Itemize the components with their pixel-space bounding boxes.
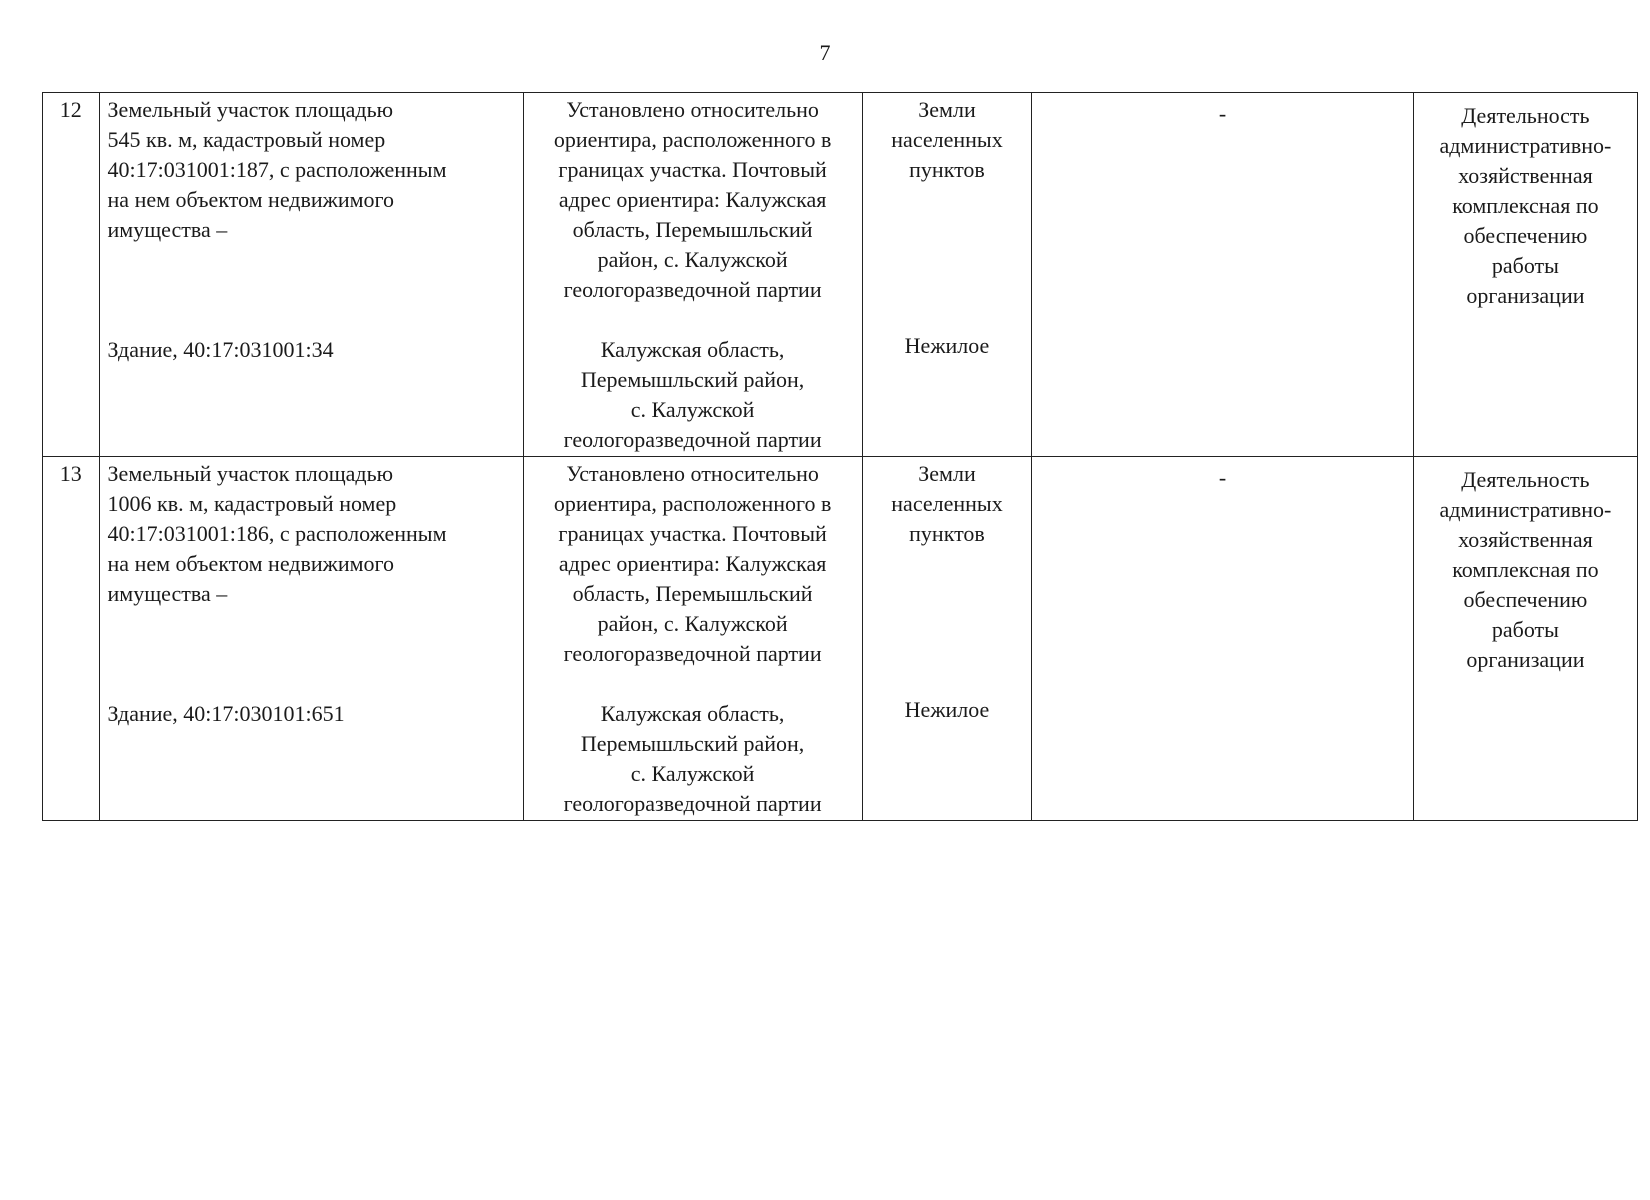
building-description: Здание, 40:17:031001:34 — [107, 337, 334, 362]
encumbrance-cell — [1032, 93, 1414, 457]
category-cell — [862, 93, 1032, 457]
encumbrance-cell — [1032, 457, 1414, 821]
object-description-cell — [99, 457, 523, 821]
building-purpose: Нежилое — [904, 333, 990, 358]
category-cell — [862, 457, 1032, 821]
table-row — [43, 457, 1638, 821]
land-plot-description: Земельный участок площадью 545 кв. м, кадастровый номер 40:17:031001:187, с расположенным на нем объектом недвижимого имущества – — [107, 97, 447, 242]
land-plot-address: Установлено относительно ориентира, расположенного в границах участка. Почтовый адрес ориентира: Калужская область, Перемышльский район, с. Калужской геологоразведочной партии — [553, 461, 832, 666]
page-number: 7 — [819, 40, 831, 65]
row-number: 12 — [59, 97, 82, 122]
address-cell — [523, 93, 862, 457]
row-number-cell — [43, 457, 100, 821]
address-cell — [523, 457, 862, 821]
land-category: Земли населенных пунктов — [891, 461, 1003, 546]
object-description-cell — [99, 93, 523, 457]
encumbrance-value: - — [1218, 101, 1227, 126]
encumbrance-value: - — [1218, 465, 1227, 490]
permitted-use: Деятельность административно- хозяйственная комплексная по обеспечению работы организации — [1439, 467, 1612, 672]
property-table — [42, 92, 1638, 821]
table-row — [43, 93, 1638, 457]
row-number: 13 — [59, 461, 82, 486]
building-description: Здание, 40:17:030101:651 — [107, 701, 345, 726]
permitted-use: Деятельность административно- хозяйственная комплексная по обеспечению работы организации — [1439, 103, 1612, 308]
building-address: Калужская область, Перемышльский район, с. Калужской геологоразведочной партии — [563, 701, 822, 816]
land-category: Земли населенных пунктов — [891, 97, 1003, 182]
permitted-use-cell — [1413, 93, 1637, 457]
building-address: Калужская область, Перемышльский район, с. Калужской геологоразведочной партии — [563, 337, 822, 452]
land-plot-address: Установлено относительно ориентира, расположенного в границах участка. Почтовый адрес ориентира: Калужская область, Перемышльский район, с. Калужской геологоразведочной партии — [553, 97, 832, 302]
row-number-cell — [43, 93, 100, 457]
permitted-use-cell — [1413, 457, 1637, 821]
building-purpose: Нежилое — [904, 697, 990, 722]
land-plot-description: Земельный участок площадью 1006 кв. м, кадастровый номер 40:17:031001:186, с расположенным на нем объектом недвижимого имущества – — [107, 461, 447, 606]
